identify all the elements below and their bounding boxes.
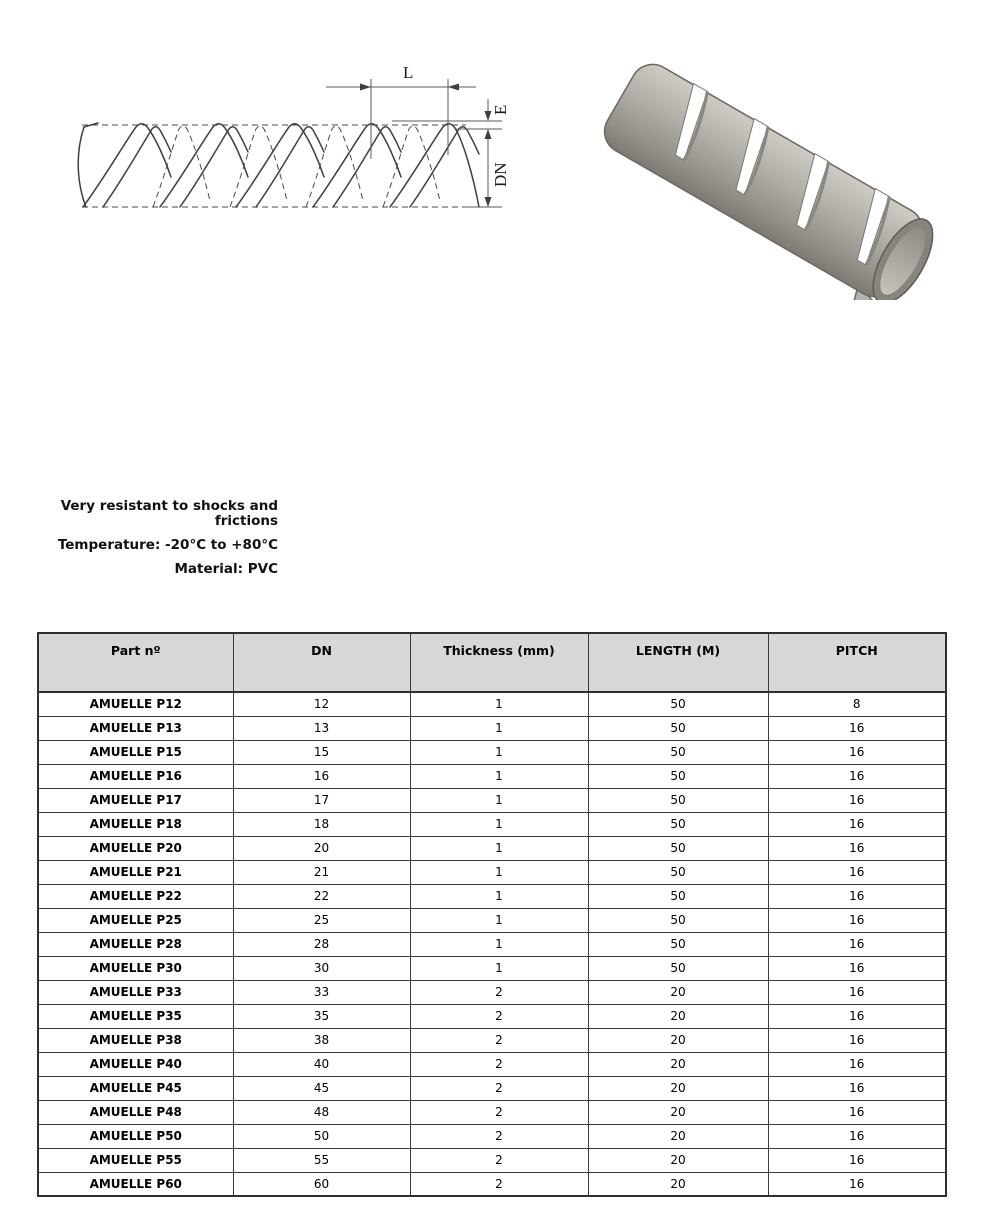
spec-resistance <box>16 499 278 529</box>
table-cell: 2 <box>410 1052 588 1076</box>
table-cell: 20 <box>588 1076 768 1100</box>
table-row <box>38 884 946 908</box>
table-cell: 16 <box>768 1172 946 1196</box>
table-cell: 1 <box>410 740 588 764</box>
header-pitch: PITCH <box>768 633 946 692</box>
table-cell: 2 <box>410 1076 588 1100</box>
table-cell: 1 <box>410 932 588 956</box>
table-cell: 16 <box>768 1004 946 1028</box>
table-cell: 16 <box>768 836 946 860</box>
header-thickness: Thickness (mm) <box>410 633 588 692</box>
table-cell: 50 <box>588 716 768 740</box>
table-row <box>38 1100 946 1124</box>
part-number-cell: AMUELLE P18 <box>38 812 233 836</box>
part-number-cell: AMUELLE P22 <box>38 884 233 908</box>
spiral-wrap-3d-svg <box>588 38 980 300</box>
table-row <box>38 740 946 764</box>
table-cell: 1 <box>410 692 588 716</box>
table-cell: 50 <box>588 788 768 812</box>
spiral-coil <box>236 124 363 207</box>
table-cell: 50 <box>588 740 768 764</box>
table-cell: 60 <box>233 1172 410 1196</box>
table-row <box>38 716 946 740</box>
table-cell: 16 <box>768 956 946 980</box>
table-row <box>38 908 946 932</box>
table-cell: 16 <box>768 788 946 812</box>
part-number-cell: AMUELLE P33 <box>38 980 233 1004</box>
table-cell: 33 <box>233 980 410 1004</box>
table-cell: 1 <box>410 764 588 788</box>
header-part-no: Part nº <box>38 633 233 692</box>
part-number-cell: AMUELLE P35 <box>38 1004 233 1028</box>
table-cell: 2 <box>410 1100 588 1124</box>
table-cell: 1 <box>410 716 588 740</box>
table-row <box>38 980 946 1004</box>
arrowhead <box>360 84 371 91</box>
spec-material: Material: PVC <box>174 561 278 577</box>
table-cell: 16 <box>768 1052 946 1076</box>
table-cell: 20 <box>588 1004 768 1028</box>
part-number-cell: AMUELLE P45 <box>38 1076 233 1100</box>
part-number-cell: AMUELLE P38 <box>38 1028 233 1052</box>
table-cell: 50 <box>588 932 768 956</box>
table-row <box>38 692 946 716</box>
header-length: LENGTH (M) <box>588 633 768 692</box>
table-cell: 45 <box>233 1076 410 1100</box>
part-number-cell: AMUELLE P50 <box>38 1124 233 1148</box>
table-row <box>38 812 946 836</box>
table-cell: 16 <box>768 860 946 884</box>
table-cell: 15 <box>233 740 410 764</box>
table-cell: 16 <box>768 1100 946 1124</box>
table-cell: 50 <box>588 764 768 788</box>
header-dn: DN <box>233 633 410 692</box>
table-cell: 20 <box>588 1124 768 1148</box>
table-cell: 1 <box>410 860 588 884</box>
arrowhead <box>485 197 492 207</box>
part-number-cell: AMUELLE P48 <box>38 1100 233 1124</box>
part-number-cell: AMUELLE P40 <box>38 1052 233 1076</box>
table-cell: 2 <box>410 1148 588 1172</box>
spiral-coil <box>83 124 210 207</box>
table-row <box>38 1148 946 1172</box>
part-number-cell: AMUELLE P28 <box>38 932 233 956</box>
table-cell: 16 <box>768 764 946 788</box>
table-cell: 1 <box>410 836 588 860</box>
table-cell: 16 <box>233 764 410 788</box>
table-cell: 16 <box>768 1124 946 1148</box>
spec-resistance-line1: Very resistant to shocks and <box>60 498 278 514</box>
table-cell: 38 <box>233 1028 410 1052</box>
table-cell: 16 <box>768 1028 946 1052</box>
arrowhead <box>448 84 459 91</box>
table-cell: 30 <box>233 956 410 980</box>
spiral-coil <box>390 124 479 207</box>
spec-temperature: Temperature: -20°C to +80°C <box>57 537 278 553</box>
part-number-cell: AMUELLE P55 <box>38 1148 233 1172</box>
table-row <box>38 1124 946 1148</box>
table-cell: 1 <box>410 812 588 836</box>
table-cell: 16 <box>768 1076 946 1100</box>
table-cell: 2 <box>410 1004 588 1028</box>
table-row <box>38 836 946 860</box>
table-cell: 50 <box>588 860 768 884</box>
product-specs <box>16 499 278 586</box>
table-cell: 21 <box>233 860 410 884</box>
dimension-drawing-svg <box>70 58 510 250</box>
table-cell: 16 <box>768 908 946 932</box>
table-cell: 20 <box>588 1100 768 1124</box>
table-row <box>38 764 946 788</box>
table-cell: 17 <box>233 788 410 812</box>
table-cell: 16 <box>768 980 946 1004</box>
table-cell: 2 <box>410 980 588 1004</box>
part-number-cell: AMUELLE P15 <box>38 740 233 764</box>
part-number-cell: AMUELLE P25 <box>38 908 233 932</box>
table-cell: 2 <box>410 1124 588 1148</box>
parts-table <box>37 632 947 1197</box>
thickness-dimension-label: E <box>491 104 510 115</box>
part-number-cell: AMUELLE P60 <box>38 1172 233 1196</box>
table-cell: 20 <box>588 1028 768 1052</box>
table-row <box>38 956 946 980</box>
table-cell: 1 <box>410 788 588 812</box>
table-cell: 1 <box>410 884 588 908</box>
part-number-cell: AMUELLE P17 <box>38 788 233 812</box>
table-cell: 2 <box>410 1028 588 1052</box>
part-number-cell: AMUELLE P13 <box>38 716 233 740</box>
table-cell: 25 <box>233 908 410 932</box>
arrowhead <box>485 129 492 139</box>
table-cell: 40 <box>233 1052 410 1076</box>
spiral-dimension-drawing <box>70 58 510 250</box>
table-cell: 50 <box>588 812 768 836</box>
table-row <box>38 1028 946 1052</box>
table-cell: 16 <box>768 1148 946 1172</box>
table-cell: 8 <box>768 692 946 716</box>
table-row <box>38 788 946 812</box>
table-row <box>38 1172 946 1196</box>
table-cell: 20 <box>588 980 768 1004</box>
spiral-coil <box>160 124 287 207</box>
table-cell: 20 <box>233 836 410 860</box>
part-number-cell: AMUELLE P12 <box>38 692 233 716</box>
table-cell: 1 <box>410 956 588 980</box>
table-cell: 16 <box>768 812 946 836</box>
table-row <box>38 1052 946 1076</box>
table-cell: 2 <box>410 1172 588 1196</box>
spiral-cut-edge <box>78 127 86 207</box>
table-cell: 20 <box>588 1148 768 1172</box>
part-number-cell: AMUELLE P30 <box>38 956 233 980</box>
part-number-cell: AMUELLE P21 <box>38 860 233 884</box>
table-cell: 50 <box>588 836 768 860</box>
part-number-cell: AMUELLE P20 <box>38 836 233 860</box>
table-cell: 55 <box>233 1148 410 1172</box>
pitch-dimension-label: L <box>403 63 414 82</box>
table-cell: 50 <box>588 692 768 716</box>
tube-body-group <box>588 56 980 300</box>
table-cell: 35 <box>233 1004 410 1028</box>
part-number-cell: AMUELLE P16 <box>38 764 233 788</box>
spiral-wrap-3d-image <box>588 38 980 300</box>
table-row <box>38 1076 946 1100</box>
table-cell: 16 <box>768 932 946 956</box>
table-row <box>38 860 946 884</box>
spiral-coil <box>313 124 440 207</box>
table-body <box>38 692 946 1196</box>
table-cell: 20 <box>588 1052 768 1076</box>
table-cell: 50 <box>588 956 768 980</box>
table-cell: 22 <box>233 884 410 908</box>
table-cell: 16 <box>768 716 946 740</box>
table-cell: 18 <box>233 812 410 836</box>
table-cell: 13 <box>233 716 410 740</box>
table-header-row <box>38 633 946 692</box>
table-cell: 50 <box>233 1124 410 1148</box>
table-cell: 50 <box>588 884 768 908</box>
table-row <box>38 932 946 956</box>
diameter-dimension-label: DN <box>491 162 510 187</box>
spec-resistance-line2: frictions <box>214 513 278 529</box>
table-cell: 48 <box>233 1100 410 1124</box>
table-cell: 1 <box>410 908 588 932</box>
table-cell: 28 <box>233 932 410 956</box>
table-cell: 16 <box>768 740 946 764</box>
table-row <box>38 1004 946 1028</box>
table-cell: 16 <box>768 884 946 908</box>
table-cell: 12 <box>233 692 410 716</box>
table-cell: 20 <box>588 1172 768 1196</box>
table-cell: 50 <box>588 908 768 932</box>
